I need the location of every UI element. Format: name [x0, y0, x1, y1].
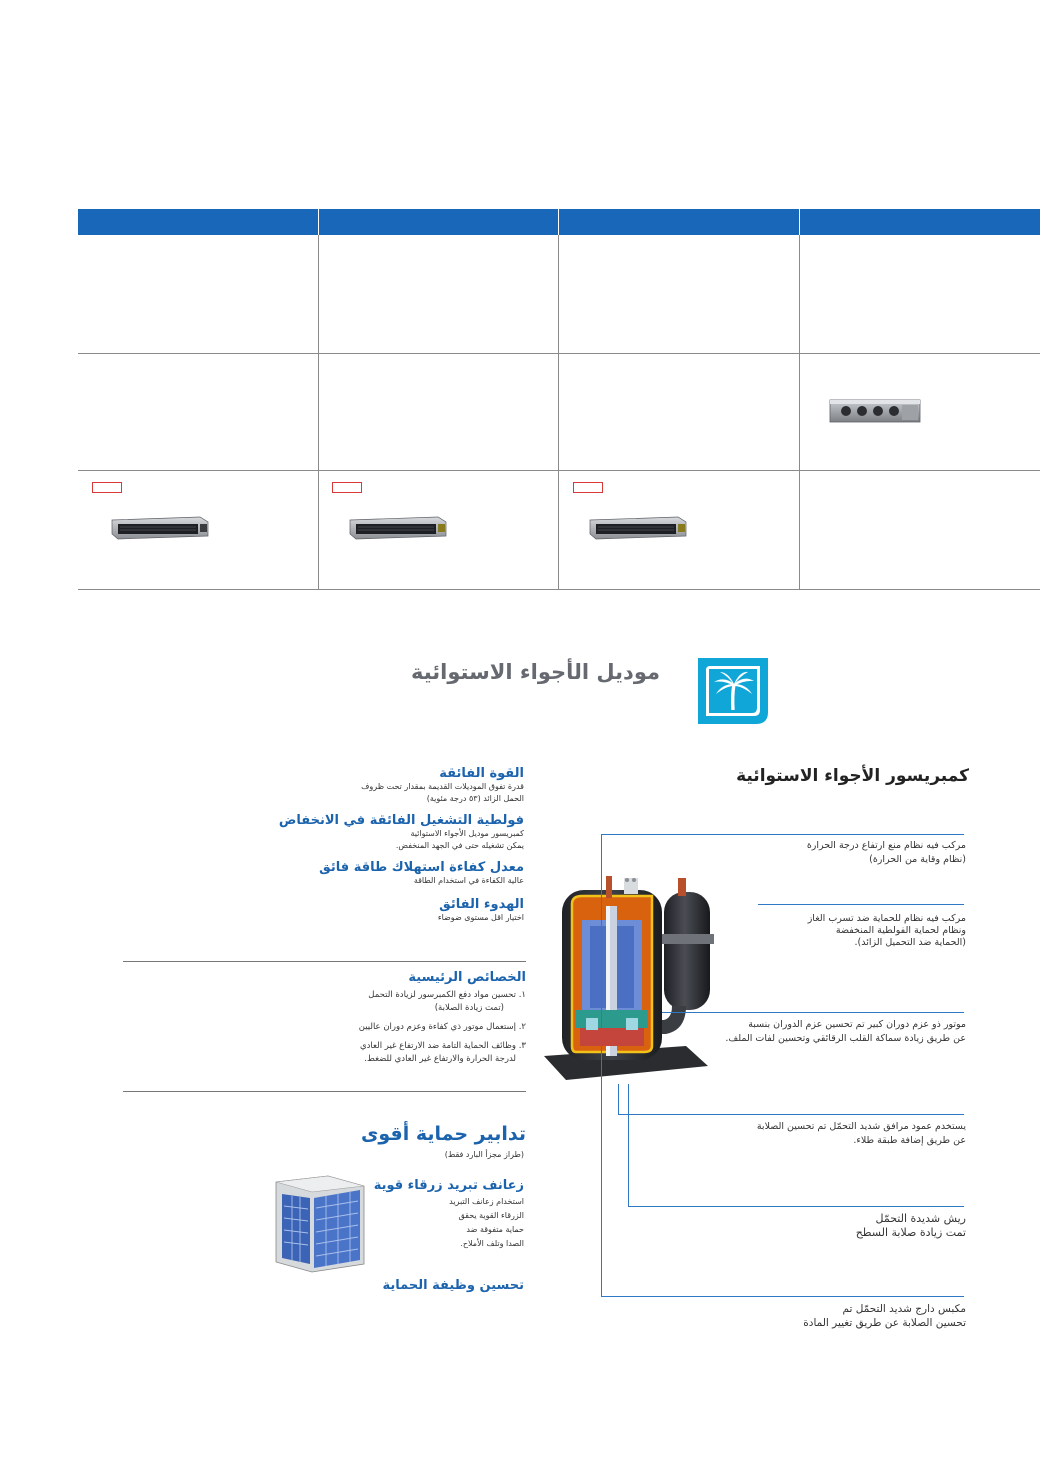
feature-text: كمبريسور موديل الأجواء الاستوائية — [410, 829, 524, 838]
outdoor-unit-image — [270, 1172, 370, 1274]
section-divider — [123, 1091, 526, 1092]
leader-line — [601, 834, 964, 835]
palm-tree-icon — [698, 658, 768, 724]
fins-title: زعانف تبريد زرقاء قوية — [373, 1178, 524, 1193]
leader-line — [628, 1084, 629, 1206]
fins-line: الصدا وتلف الأملاح. — [460, 1239, 524, 1248]
feature-list — [224, 766, 524, 924]
feature-title: القوة الفائقة — [439, 766, 524, 781]
model-tag — [332, 482, 362, 493]
leader-line — [618, 1114, 964, 1115]
feature-text: يمكن تشغيله حتى في الجهد المنخفض. — [395, 841, 524, 850]
feature-text: الحمل الزائد (٥٣ درجة مئوية) — [426, 794, 524, 803]
leader-line — [758, 904, 964, 905]
item-text: وظائف الحماية التامة ضد الارتفاع غير العادي — [359, 1041, 517, 1051]
callout-line: ريش شديدة التحمّل — [875, 1212, 966, 1225]
table-row-divider — [78, 353, 1040, 354]
callout-line: مركب فيه نظام للحماية ضد تسرب الغاز — [807, 913, 966, 924]
section-divider — [123, 961, 526, 962]
table-bottom-line — [78, 589, 1040, 590]
list-item — [126, 1021, 526, 1034]
fins-text — [364, 1195, 524, 1251]
callout-motor — [725, 1018, 966, 1046]
item-text: تحسين مواد دفع الكمبرسور لزيادة التحمل — [368, 990, 517, 1000]
ducted-unit-image — [828, 397, 922, 425]
compressor-cutaway-image — [536, 870, 722, 1092]
section-title: موديل الأجواء الاستوائية — [410, 660, 660, 684]
callout-line: عن طريق إضافة طبقة طلاء. — [853, 1135, 966, 1146]
table-divider — [799, 235, 800, 589]
callout-line: (الحماية ضد التحميل الزائد). — [854, 937, 966, 948]
item-number: ٣. — [518, 1041, 526, 1051]
model-tag — [92, 482, 122, 493]
fins-line: استخدام زعانف التبريد — [449, 1197, 524, 1206]
duct-unit-image — [108, 514, 213, 540]
compressor-title: كمبريسور الأجواء الاستوائية — [736, 766, 969, 786]
list-item — [126, 1040, 526, 1053]
table-header-bar — [78, 209, 1040, 235]
improve-title: تحسين وظيفة الحماية — [382, 1278, 524, 1293]
callout-shaft — [757, 1120, 966, 1148]
duct-unit-image — [346, 514, 451, 540]
table-divider — [318, 235, 319, 589]
feature-title: معدل كفاءة استهلاك طاقة فائق — [319, 860, 524, 875]
leader-line — [628, 1206, 964, 1207]
callout-vanes — [856, 1212, 966, 1240]
callout-line: تحسين الصلابة عن طريق تغيير المادة — [803, 1317, 966, 1329]
feature-text: عالية الكفاءة في استخدام الطاقة — [413, 876, 524, 885]
callout-line: ونظام لحماية الفولطية المنخفضة — [835, 925, 966, 936]
callout-line: مكبس دارج شديد التحمّل تم — [842, 1303, 966, 1315]
leader-line — [601, 1296, 964, 1297]
callout-line: عن طريق زيادة سماكة القلب الرقائقي وتحسين لفات الملف. — [725, 1033, 966, 1044]
callout-line: مركب فيه نظام منع ارتفاع درجة الحرارة — [806, 840, 966, 851]
key-features-title: الخصائص الرئيسية — [408, 970, 526, 985]
item-number: ١. — [518, 990, 526, 1000]
table-row-divider — [78, 470, 1040, 471]
feature-text: اختيار اقل مستوى ضوضاء — [437, 913, 524, 922]
item-number: ٢. — [518, 1022, 526, 1032]
protection-title: تدابير حماية أقوى — [360, 1123, 526, 1145]
item-text: لدرجة الحرارة والارتفاع غير العادي للضغط. — [364, 1054, 516, 1064]
callout-line: موتور ذو عزم دوران كبير تم تحسين عزم الدوران بنسبة — [748, 1019, 966, 1030]
leader-line — [601, 834, 602, 1296]
item-text: إستعمال موتور ذي كفاءة وعزم دوران عاليين — [358, 1022, 517, 1032]
list-item — [126, 989, 526, 1002]
leader-line — [662, 1012, 964, 1013]
callout-line: (نظام وقاية من الحرارة) — [869, 854, 966, 865]
callout-piston — [803, 1302, 966, 1330]
model-tag — [573, 482, 603, 493]
fins-line: الزرقاء القوية يحقق — [458, 1211, 524, 1220]
feature-text: قدرة تفوق الموديلات القديمة بمقدار تحت ظروف — [361, 782, 524, 791]
item-text: (تمت زيادة الصلابة) — [434, 1003, 504, 1013]
leader-line — [618, 1084, 619, 1114]
feature-title: الهدوء الفائق — [439, 897, 524, 912]
key-features — [126, 970, 526, 1066]
protection-note: (طراز مجزأ البارد فقط) — [444, 1150, 524, 1159]
table-divider — [558, 235, 559, 589]
duct-unit-image — [586, 514, 691, 540]
callout-gas-leak — [808, 913, 966, 949]
callout-line: تمت زيادة صلابة السطح — [855, 1226, 966, 1239]
fins-line: حماية متفوقة ضد — [466, 1225, 524, 1234]
callout-overheat — [807, 839, 966, 867]
feature-title: فولطية التشغيل الفائقة في الانخفاض — [278, 813, 524, 828]
callout-line: يستخدم عمود مرافق شديد التحمّل تم تحسين الصلابة — [756, 1121, 966, 1132]
